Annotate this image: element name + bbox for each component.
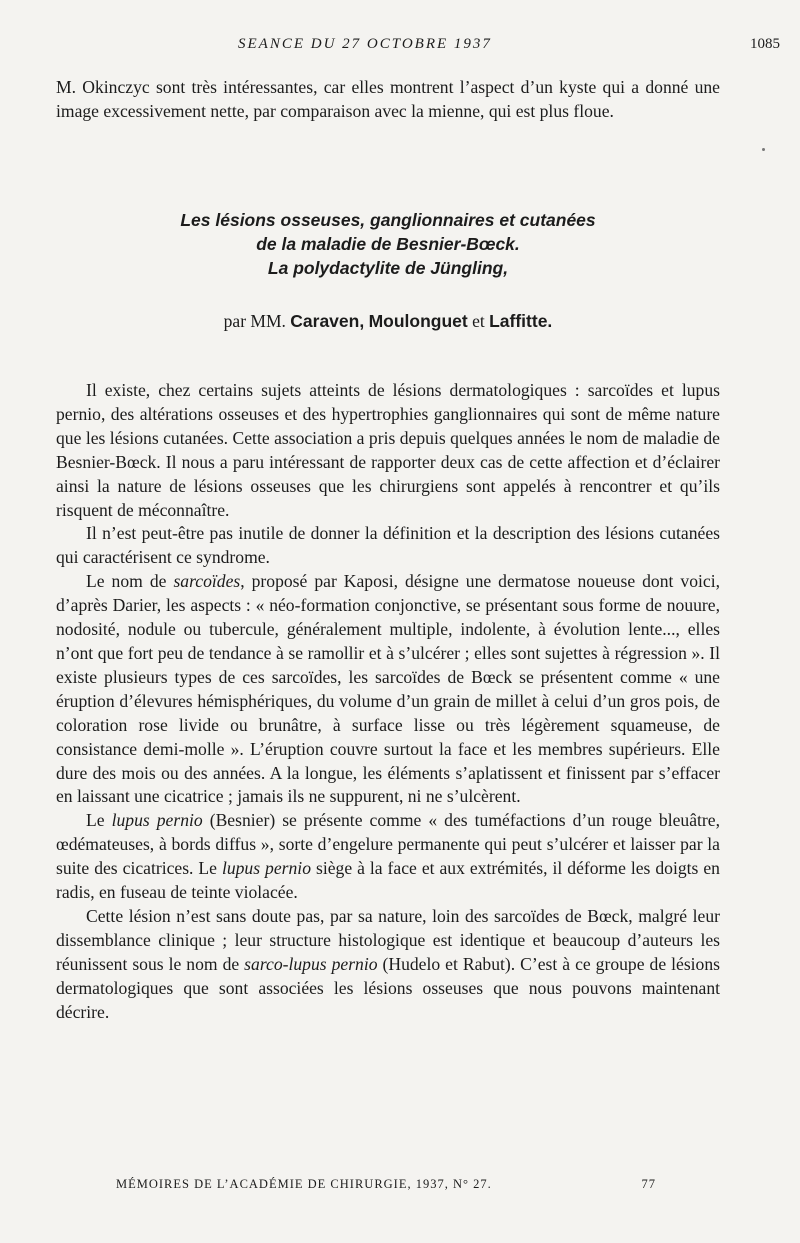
running-title: SEANCE DU 27 OCTOBRE 1937 bbox=[238, 36, 492, 52]
paragraph-2: Il n’est peut-être pas inutile de donner la définition et la description des lésions cutanées qui caractérisent ce syndrome. bbox=[56, 523, 720, 568]
p5-text-a: Cette lésion n’est sans doute pas, par sa nature, loin des sarcoïdes de Bœck, malgré leur dissemblance clinique ; leur structure histologique est identique et beaucoup d’auteurs les réunissent sous le nom de bbox=[56, 905, 720, 974]
p4-text-c: siège à la face et aux extrémités, il déforme les doigts en radis, en fuseau de teinte violacée. bbox=[56, 858, 720, 903]
article-title bbox=[56, 208, 720, 280]
author-laffitte: Laffitte. bbox=[489, 311, 553, 331]
paragraph-1: Il existe, chez certains sujets atteints de lésions dermatologiques : sarcoïdes et lupus pernio, des altérations osseuses et des hypertrophies ganglionnaires qui sont de même nature que les lésions cutanées. Cette association a pris depuis quelques années le nom de maladie de Besnier-Bœck. Il nous a paru intéressant de rapporter deux cas de cette affection et d’éclairer ainsi la nature de lésions osseuses que les chirurgiens sont appelés à rencontrer et qu’ils risquent de méconnaître. bbox=[56, 380, 720, 520]
p5-term-sarco-lupus-pernio: sarco-lupus pernio bbox=[244, 953, 378, 974]
title-line-3: La polydactylite de Jüngling, bbox=[267, 258, 509, 278]
p5-text-b: (Hudelo et Rabut). C’est à ce groupe de lésions dermatologiques que sont associées les lésions osseuses que nous pouvons maintenant décrire. bbox=[56, 953, 720, 1022]
author-moulonguet: Moulonguet bbox=[368, 311, 468, 331]
paragraph-3 bbox=[56, 570, 720, 809]
intro-section bbox=[56, 76, 720, 124]
p4-text-a: Le bbox=[86, 810, 112, 831]
title-line-2: de la maladie de Besnier-Bœck. bbox=[256, 234, 520, 254]
authors-prefix: par MM. bbox=[223, 311, 286, 331]
footer-sheet-number: 77 bbox=[641, 1177, 656, 1191]
intro-paragraph: M. Okinczyc sont très intéressantes, car elles montrent l’aspect d’un kyste qui a donné une image excessivement nette, par comparaison avec la mienne, qui est plus floue. bbox=[56, 77, 720, 121]
p3-term-sarcoides: sarcoïdes bbox=[173, 571, 241, 592]
article-body bbox=[56, 379, 720, 1024]
p4-text-b: (Besnier) se présente comme « des tuméfactions d’un rouge bleuâtre, œdémateuses, à bords diffus », sorte d’engelure permanente qui peut s’ulcérer et laisser par la suite des cicatrices. Le bbox=[56, 810, 720, 879]
speck-mark bbox=[762, 148, 765, 151]
authors-and: et bbox=[472, 311, 485, 331]
p4-term-lupus-pernio-1: lupus pernio bbox=[111, 810, 203, 831]
footer-journal: MÉMOIRES DE L’ACADÉMIE DE CHIRURGIE, 1937, N° 27. bbox=[116, 1177, 492, 1191]
paragraph-5 bbox=[56, 905, 720, 1025]
title-line-1: Les lésions osseuses, ganglionnaires et cutanées bbox=[180, 210, 596, 230]
paragraph-4 bbox=[56, 809, 720, 905]
p3-text-b: , proposé par Kaposi, désigne une dermatose noueuse dont voici, d’après Darier, les aspects : « néo-formation conjonctive, se présentant sous forme de nouure, nodosité, nodule ou tubercule, généralement multiple, indolente, à évolution lente..., elles n’ont que fort peu de tendance à se ramollir et à s’ulcérer ; elles sont sujettes à régression ». Il existe plusieurs types de ces sarcoïdes, les sarcoïdes de Bœck se présentent comme « une éruption d’élevures hémisphériques, du volume d’un grain de millet à celui d’un gros pois, de coloration rose livide ou brunâtre, à surface lisse ou très légèrement squameuse, de consistance demi-molle ». L’éruption couvre surtout la face et les membres supérieurs. Elle dure des mois ou des années. A la longue, les éléments s’aplatissent et finissent par s’effacer en laissant une cicatrice ; jamais ils ne suppurent, ni ne s’ulcèrent. bbox=[56, 571, 720, 807]
page-number: 1085 bbox=[750, 36, 780, 52]
running-header bbox=[56, 36, 780, 58]
author-caraven: Caraven, bbox=[290, 311, 365, 331]
p4-term-lupus-pernio-2: lupus pernio bbox=[221, 858, 311, 879]
p3-text-a: Le nom de bbox=[86, 571, 174, 592]
article-authors bbox=[56, 311, 720, 332]
